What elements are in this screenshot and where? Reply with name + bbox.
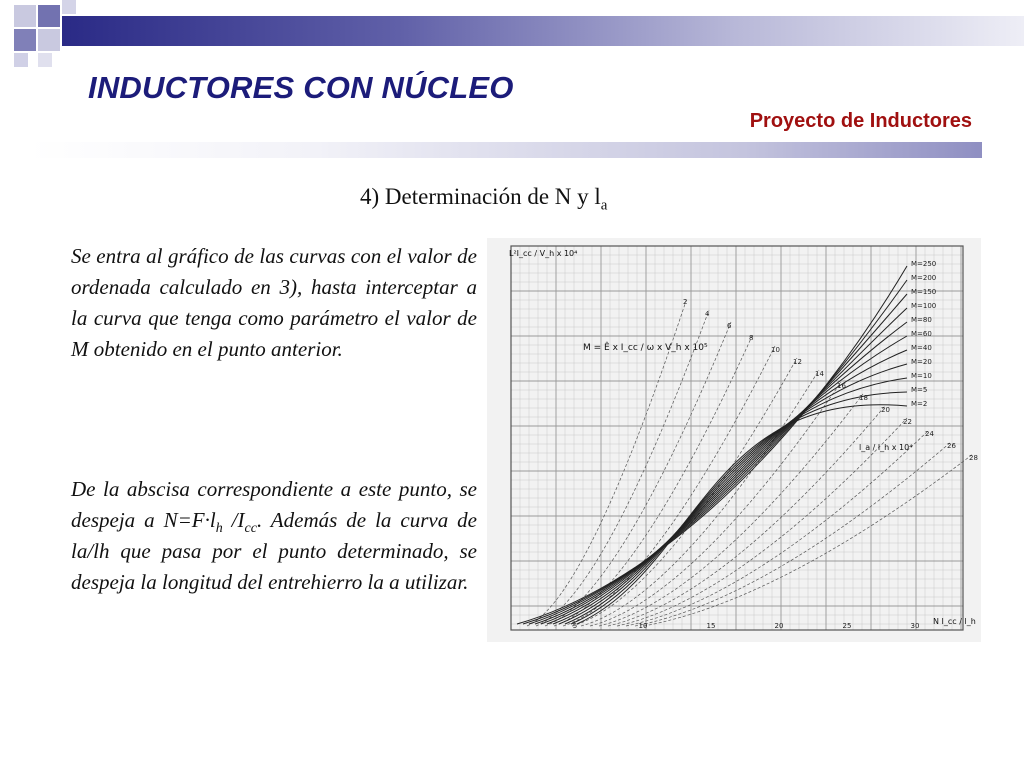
corner-square-3 xyxy=(62,0,76,14)
gap-curve-label: 16 xyxy=(837,382,846,390)
x-axis-label: N I_cc / l_h xyxy=(933,617,976,626)
gap-curve-label: 14 xyxy=(815,370,824,378)
para2-sub2: cc xyxy=(244,521,257,537)
gap-ratio-label: l_a / l_h x 10⁴ xyxy=(859,443,913,452)
gap-curve-label: 22 xyxy=(903,418,912,426)
m-curve-label: M=100 xyxy=(911,302,937,310)
gap-curve-label: 12 xyxy=(793,358,802,366)
m-curve xyxy=(535,308,907,624)
formula-label: M = Ê x I_cc / ω x V_h x 10⁵ xyxy=(583,343,708,353)
divider-gradient-bar xyxy=(30,142,982,158)
para2-part2: /I xyxy=(222,508,245,532)
gap-curve-label: 20 xyxy=(881,406,890,414)
m-curve-label: M=80 xyxy=(911,316,932,324)
para2-part1: De la abscisa correspondiente a este punto, se despeja a N=F·l xyxy=(71,477,477,532)
design-chart-svg xyxy=(487,238,981,642)
m-curves xyxy=(517,260,936,624)
corner-square-8 xyxy=(38,53,52,67)
x-tick-label: 30 xyxy=(910,622,920,630)
gap-curve-label: 28 xyxy=(969,454,978,462)
section-heading-subscript: a xyxy=(600,197,608,214)
m-curve-label: M=60 xyxy=(911,330,932,338)
top-gradient-bar xyxy=(62,16,1024,46)
gap-curve-label: 6 xyxy=(727,322,732,330)
m-curve-label: M=2 xyxy=(911,400,928,408)
x-tick-labels xyxy=(573,622,920,630)
chart-grid xyxy=(511,246,963,630)
x-tick-label: 10 xyxy=(638,622,648,630)
gap-curve xyxy=(626,430,929,626)
m-curve-label: M=250 xyxy=(911,260,937,268)
m-curve xyxy=(517,266,907,624)
m-curve-label: M=150 xyxy=(911,288,937,296)
gap-curve-label: 24 xyxy=(925,430,934,438)
m-curve-label: M=10 xyxy=(911,372,932,380)
x-tick-label: 15 xyxy=(706,622,716,630)
para2-sub1: h xyxy=(215,521,223,537)
corner-square-2 xyxy=(38,5,60,27)
x-tick-label: 25 xyxy=(842,622,852,630)
slide-subtitle: Proyecto de Inductores xyxy=(749,110,972,132)
m-curve-label: M=20 xyxy=(911,358,932,366)
corner-square-1 xyxy=(14,5,36,27)
corner-square-5 xyxy=(38,29,60,51)
gap-curve xyxy=(545,322,731,626)
m-curve-label: M=40 xyxy=(911,344,932,352)
gap-curve-label: 2 xyxy=(683,298,688,306)
gap-curve xyxy=(599,394,863,626)
corner-square-4 xyxy=(14,29,36,51)
section-heading-text: 4) Determinación de N y l xyxy=(360,184,601,209)
m-curve-label: M=5 xyxy=(911,386,928,394)
design-chart xyxy=(487,238,981,642)
x-tick-label: 5 xyxy=(572,622,578,630)
m-curve-label: M=200 xyxy=(911,274,937,282)
x-tick-label: 20 xyxy=(774,622,784,630)
para2-part3: . Además de la curva de la/lh que pasa por el punto determinado, se despeja la longitud del entrehierro la a utilizar. xyxy=(71,508,477,594)
paragraph-instructions: Se entra al gráfico de las curvas con el valor de ordenada calculado en 3), hasta interceptar a la curva que tenga como parámetro el valor de M obtenido en el punto anterior. xyxy=(71,244,477,361)
gap-curve-label: 8 xyxy=(749,334,754,342)
gap-curve-label: 4 xyxy=(705,310,710,318)
plot-frame xyxy=(511,246,963,630)
slide-title: INDUCTORES CON NÚCLEO xyxy=(88,70,514,105)
gap-curve-label: 18 xyxy=(859,394,868,402)
y-axis-label: L²I_cc / V_h x 10⁴ xyxy=(509,249,578,258)
section-heading xyxy=(360,184,607,215)
gap-curve-label: 10 xyxy=(771,346,780,354)
gap-curve-label: 26 xyxy=(947,442,956,450)
paragraph-abscissa xyxy=(71,474,477,598)
corner-square-7 xyxy=(14,53,28,67)
